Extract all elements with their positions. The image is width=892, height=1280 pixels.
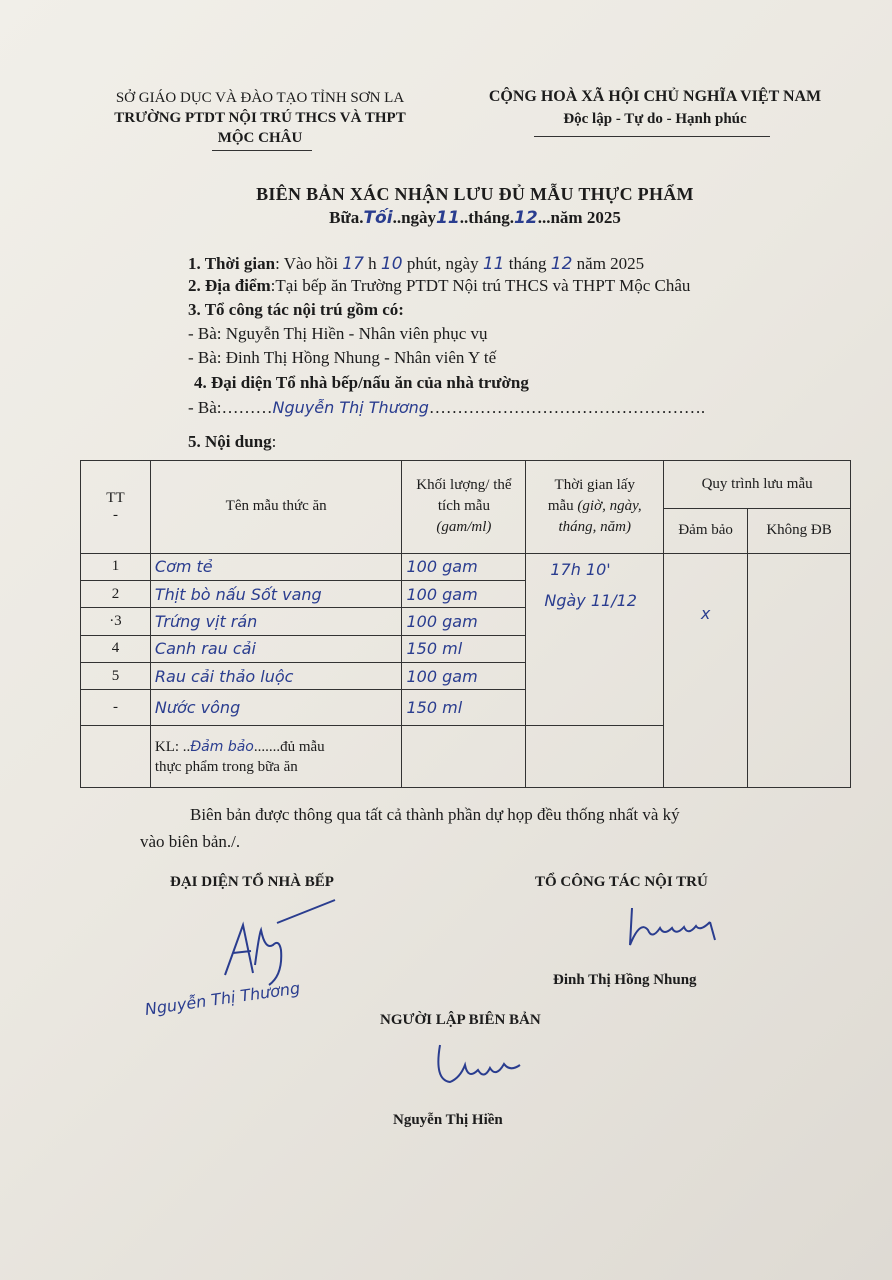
- location-text: :Tại bếp ăn Trường PTDT Nội trú THCS và THPT Mộc Châu: [270, 276, 691, 295]
- national-motto: Độc lập - Tự do - Hạnh phúc: [563, 111, 747, 127]
- header-time-2: mẫu: [547, 498, 574, 515]
- row-food-name: Trứng vịt rán: [150, 608, 402, 635]
- team-member-1: - Bà: Nguyễn Thị Hiền - Nhân viên phục vụ: [188, 324, 488, 343]
- national-title: CỘNG HOÀ XÃ HỘI CHỦ NGHĨA VIỆT NAM: [488, 88, 822, 105]
- section-content-colon: :: [271, 432, 277, 451]
- row-tt: 1: [81, 553, 151, 580]
- conclusion-tt: [81, 726, 151, 788]
- row-tt: 4: [81, 635, 151, 662]
- row-food-name: Canh rau cải: [150, 635, 402, 662]
- row-food-name: Rau cải thảo luộc: [150, 663, 402, 690]
- conclusion-time: [526, 726, 664, 788]
- header-time-2-it: (giờ, ngày,: [577, 498, 642, 515]
- kitchen-name-handwritten: Nguyễn Thị Thương: [272, 398, 429, 417]
- row-food-name: Nước vông: [150, 690, 402, 726]
- subtitle-prefix: Bữa.: [329, 208, 364, 227]
- document-subtitle: [100, 208, 850, 228]
- month-label: ..tháng.: [459, 208, 515, 227]
- minute-handwritten: 10: [380, 254, 403, 274]
- header-time: [526, 461, 664, 554]
- row-weight: 100 gam: [402, 553, 526, 580]
- maker-signer-name: Nguyễn Thị Hiền: [393, 1112, 503, 1128]
- section-time: [188, 254, 644, 274]
- row-tt: ·3: [81, 608, 151, 635]
- header-tt-mark: -: [112, 506, 118, 523]
- time-text-c: phút, ngày: [406, 254, 479, 273]
- document-title: BIÊN BẢN XÁC NHẬN LƯU ĐỦ MẪU THỰC PHẨM: [256, 184, 694, 204]
- row-weight: 100 gam: [402, 581, 526, 608]
- row-weight: 100 gam: [402, 663, 526, 690]
- header-weight-1: Khối lượng/ thể: [416, 477, 512, 494]
- row-food-name: Thịt bò nấu Sốt vang: [150, 581, 402, 608]
- time-text-e: năm 2025: [576, 254, 645, 273]
- header-tt-text: TT: [106, 489, 125, 506]
- section-location-label: 2. Địa điểm: [188, 276, 271, 295]
- row-weight: 150 ml: [402, 690, 526, 726]
- school-location: MỘC CHÂU: [217, 130, 303, 146]
- kitchen-signature-mark: [195, 895, 345, 995]
- sample-date-value: Ngày 11/12: [544, 590, 637, 610]
- conclusion-weight: [402, 726, 526, 788]
- agency-underline: [212, 150, 312, 151]
- row-weight: 100 gam: [402, 608, 526, 635]
- row-food-name: Cơm tẻ: [150, 553, 402, 580]
- row-tt: 2: [81, 581, 151, 608]
- meal-handwritten: Tối: [363, 208, 393, 228]
- header-weight: [402, 461, 526, 554]
- date-month-handwritten: 12: [550, 254, 573, 274]
- header-weight-3: (gam/ml): [436, 519, 492, 536]
- kitchen-representative: [188, 398, 705, 418]
- header-food-name: Tên mẫu thức ăn: [150, 461, 402, 554]
- closing-line-1: Biên bản được thông qua tất cả thành phần dự họp đều thống nhất và ký: [190, 805, 680, 824]
- section-content-label: 5. Nội dung: [188, 432, 272, 451]
- day-label: ..ngày: [392, 208, 437, 227]
- conclusion-handwritten: Đảm bảo: [190, 738, 254, 755]
- maker-signature-heading: NGƯỜI LẬP BIÊN BẢN: [380, 1012, 541, 1028]
- year-text: ...năm 2025: [537, 208, 621, 227]
- sample-time-value: 17h 10': [550, 559, 611, 579]
- food-sample-table: [80, 460, 851, 788]
- maker-signature-mark: [430, 1040, 530, 1090]
- conclusion-cell: [150, 726, 402, 788]
- conclusion-suffix: .......đủ mẫu: [253, 738, 325, 755]
- hour-handwritten: 17: [342, 254, 364, 274]
- header-tt: [81, 461, 151, 554]
- ok-mark: x: [700, 603, 711, 623]
- header-time-1: Thời gian lấy: [554, 477, 635, 494]
- header-not-ok: Không ĐB: [748, 508, 851, 553]
- header-time-3: tháng, năm): [558, 519, 632, 536]
- header-ok: Đảm bảo: [664, 508, 748, 553]
- day-handwritten: 11: [436, 208, 460, 228]
- time-text-a: : Vào hồi: [275, 254, 339, 273]
- row-tt: 5: [81, 663, 151, 690]
- kitchen-signature-name: Nguyễn Thị Thương: [143, 978, 302, 1019]
- section-time-label: 1. Thời gian: [188, 254, 276, 273]
- conclusion-line-2: thực phẩm trong bữa ăn: [154, 758, 298, 775]
- school-name: TRƯỜNG PTDT NỘI TRÚ THCS VÀ THPT: [114, 110, 406, 126]
- section-content: [188, 432, 276, 452]
- national-header: [470, 86, 840, 130]
- sample-time-cell: [526, 553, 664, 725]
- agency-line-1: SỞ GIÁO DỤC VÀ ĐÀO TẠO TỈNH SƠN LA: [115, 90, 405, 106]
- kitchen-dots: ………………………………………….: [428, 398, 706, 417]
- section-location: [188, 276, 690, 296]
- ok-cell: [664, 553, 748, 787]
- table-row: [81, 553, 851, 580]
- conclusion-prefix: KL: ..: [154, 738, 191, 755]
- team-member-2: - Bà: Đinh Thị Hồng Nhung - Nhân viên Y tế: [188, 348, 497, 367]
- kitchen-prefix: - Bà:………: [188, 398, 273, 417]
- closing-line-2: vào biên bản./.: [140, 832, 241, 851]
- row-tt: -: [81, 690, 151, 726]
- row-weight: 150 ml: [402, 635, 526, 662]
- section-team-label: 3. Tổ công tác nội trú gồm có:: [188, 300, 404, 319]
- not-ok-cell: [748, 553, 851, 787]
- motto-underline: [534, 136, 770, 137]
- team-signature-heading: TỔ CÔNG TÁC NỘI TRÚ: [535, 874, 708, 890]
- time-text-d: tháng: [508, 254, 547, 273]
- time-text-b: h: [368, 254, 377, 273]
- date-day-handwritten: 11: [482, 254, 505, 274]
- month-handwritten: 12: [514, 208, 538, 228]
- team-signature-mark: [620, 900, 730, 950]
- header-process: Quy trình lưu mẫu: [664, 461, 851, 509]
- section-kitchen-label: 4. Đại diện Tổ nhà bếp/nấu ăn của nhà trường: [194, 373, 529, 392]
- kitchen-signature-heading: ĐẠI DIỆN TỔ NHÀ BẾP: [170, 874, 334, 890]
- team-signer-name: Đinh Thị Hồng Nhung: [553, 972, 697, 988]
- header-weight-2: tích mẫu: [437, 498, 490, 515]
- agency-header: [60, 88, 460, 148]
- table-header-row: [81, 461, 851, 509]
